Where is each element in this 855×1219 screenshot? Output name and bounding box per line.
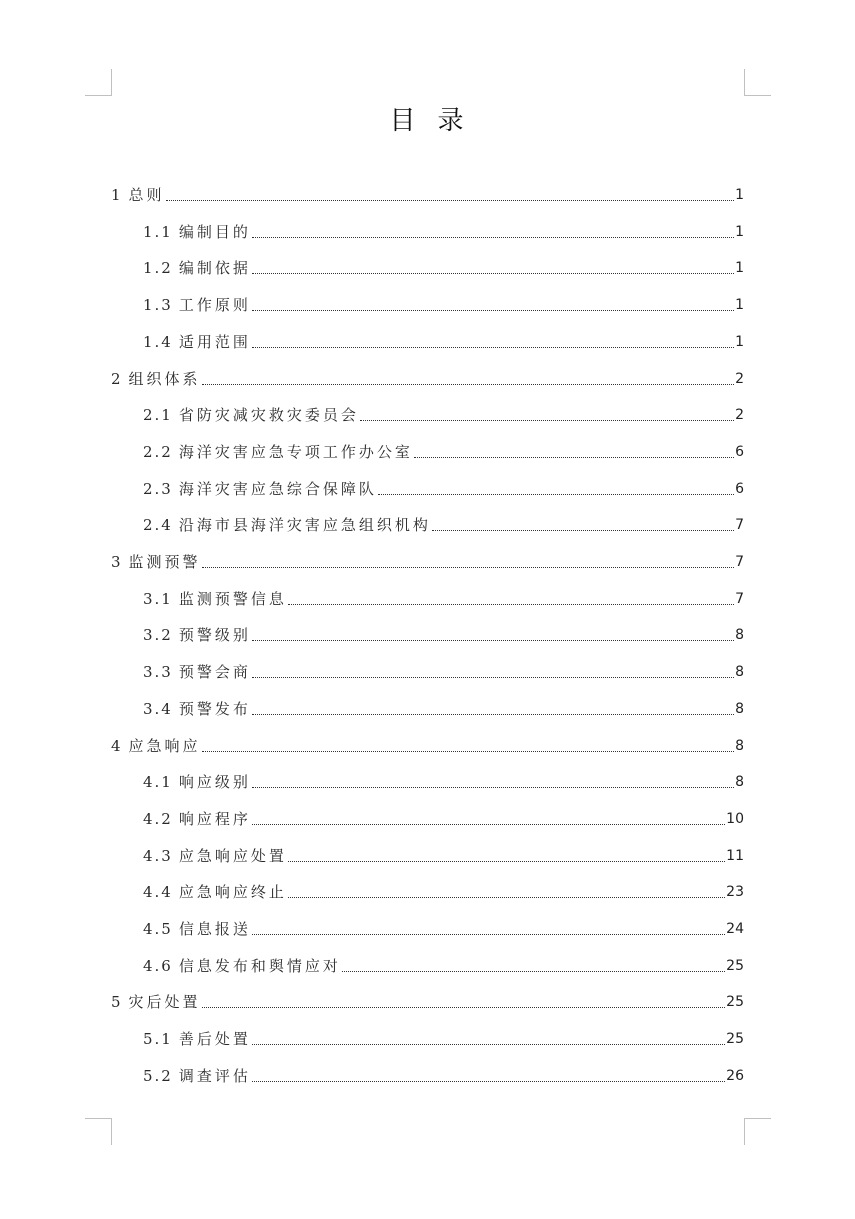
toc-page-number: 6 <box>735 444 744 460</box>
toc-entry-number: 2.2 <box>143 443 173 461</box>
toc-dot-leader <box>252 823 725 825</box>
toc-page-number: 8 <box>735 627 744 643</box>
toc-entry-label <box>143 698 251 720</box>
toc-page-number: 7 <box>735 517 744 533</box>
toc-page-number: 1 <box>735 260 744 276</box>
toc-entry-text: 监测预警信息 <box>178 590 287 608</box>
toc-entry-number: 4.3 <box>143 847 173 865</box>
toc-entry-label <box>143 624 251 646</box>
toc-entry-text: 省防灾减灾救灾委员会 <box>178 406 359 424</box>
toc-entry[interactable] <box>143 696 744 720</box>
toc-dot-leader <box>378 493 734 495</box>
toc-entry-number: 4.1 <box>143 773 173 791</box>
toc-entry-text: 编制目的 <box>178 223 251 241</box>
toc-page-number: 1 <box>735 224 744 240</box>
toc-entry-text: 工作原则 <box>178 296 251 314</box>
toc-entry[interactable] <box>143 476 744 500</box>
toc-page-number: 8 <box>735 774 744 790</box>
toc-entry-label <box>143 881 287 903</box>
toc-page-number: 25 <box>726 994 744 1010</box>
toc-entry-number: 1.4 <box>143 333 173 351</box>
toc-dot-leader <box>252 933 725 935</box>
toc-dot-leader <box>202 383 735 385</box>
toc-entry-number: 3.3 <box>143 663 173 681</box>
toc-dot-leader <box>202 566 735 568</box>
toc-entry[interactable] <box>143 512 744 536</box>
toc-page-number: 24 <box>726 921 744 937</box>
toc-entry-label <box>143 1065 251 1087</box>
toc-entry-label <box>111 991 201 1013</box>
toc-entry-label <box>111 735 201 757</box>
toc-entry[interactable] <box>111 366 744 390</box>
crop-mark-top-left <box>85 69 112 96</box>
toc-entry-text: 预警会商 <box>178 663 251 681</box>
toc-dot-leader <box>360 419 734 421</box>
crop-mark-bottom-right <box>744 1118 771 1145</box>
toc-page-number: 6 <box>735 481 744 497</box>
toc-entry[interactable] <box>143 439 744 463</box>
toc-entry[interactable] <box>143 843 744 867</box>
toc-entry[interactable] <box>143 402 744 426</box>
toc-entry-number: 4 <box>111 737 123 755</box>
toc-page-number: 23 <box>726 884 744 900</box>
toc-entry-label <box>143 918 251 940</box>
toc-page-number: 11 <box>726 848 744 864</box>
toc-dot-leader <box>288 896 725 898</box>
toc-entry-label <box>143 588 287 610</box>
toc-entry-number: 1.3 <box>143 296 173 314</box>
toc-entry-label <box>143 1028 251 1050</box>
toc-entry[interactable] <box>111 989 744 1013</box>
toc-entry-label <box>143 771 251 793</box>
toc-entry-label <box>143 661 251 683</box>
toc-title-char: 目 <box>389 106 418 136</box>
toc-entry-label <box>143 478 377 500</box>
toc-dot-leader <box>166 199 735 201</box>
toc-entry-text: 灾后处置 <box>128 993 201 1011</box>
toc-entry-number: 4.6 <box>143 957 173 975</box>
toc-page-number: 1 <box>735 187 744 203</box>
toc-entry-number: 4.5 <box>143 920 173 938</box>
toc-entry-number: 1.2 <box>143 259 173 277</box>
toc-entry-text: 预警级别 <box>178 626 251 644</box>
toc-entry[interactable] <box>111 182 744 206</box>
toc-entry[interactable] <box>143 1063 744 1087</box>
toc-entry-label <box>143 845 287 867</box>
toc-entry[interactable] <box>143 255 744 279</box>
toc-page-number: 26 <box>726 1068 744 1084</box>
toc-entry-number: 3.2 <box>143 626 173 644</box>
toc-entry-text: 善后处置 <box>178 1030 251 1048</box>
toc-page-number: 2 <box>735 371 744 387</box>
toc-dot-leader <box>252 639 734 641</box>
toc-entry-text: 应急响应终止 <box>178 883 287 901</box>
toc-entry-number: 2.1 <box>143 406 173 424</box>
toc-entry-label <box>111 368 201 390</box>
toc-dot-leader <box>202 1006 726 1008</box>
toc-page-number: 7 <box>735 554 744 570</box>
toc-entry-label <box>143 955 341 977</box>
toc-title-char: 录 <box>437 106 466 136</box>
toc-entry[interactable] <box>143 622 744 646</box>
toc-entry[interactable] <box>143 219 744 243</box>
toc-entry-text: 预警发布 <box>178 700 251 718</box>
toc-page-number: 8 <box>735 738 744 754</box>
toc-page-number: 25 <box>726 958 744 974</box>
toc-dot-leader <box>252 713 734 715</box>
toc-entry-label <box>143 294 251 316</box>
toc-entry-text: 信息报送 <box>178 920 251 938</box>
toc-entry[interactable] <box>143 1026 744 1050</box>
toc-dot-leader <box>432 529 734 531</box>
toc-page-number: 8 <box>735 664 744 680</box>
toc-dot-leader <box>342 970 725 972</box>
toc-entry-text: 应急响应 <box>128 737 201 755</box>
toc-entry-label <box>143 808 251 830</box>
toc-entry[interactable] <box>111 733 744 757</box>
toc-page-number: 1 <box>735 334 744 350</box>
toc-entry-text: 海洋灾害应急综合保障队 <box>178 480 377 498</box>
toc-entry[interactable] <box>143 659 744 683</box>
toc-entry-text: 监测预警 <box>128 553 201 571</box>
toc-entry-text: 编制依据 <box>178 259 251 277</box>
toc-dot-leader <box>252 272 734 274</box>
toc-entry[interactable] <box>143 586 744 610</box>
toc-entry[interactable] <box>143 916 744 940</box>
toc-entry-label <box>143 441 413 463</box>
toc-page-number: 10 <box>726 811 744 827</box>
toc-entry-number: 1 <box>111 186 123 204</box>
toc-entry-number: 2.3 <box>143 480 173 498</box>
toc-entry[interactable] <box>143 769 744 793</box>
toc-dot-leader <box>252 236 734 238</box>
toc-page-number: 8 <box>735 701 744 717</box>
toc-dot-leader <box>288 603 734 605</box>
toc-entry-label <box>111 551 201 573</box>
toc-entry-label <box>111 184 165 206</box>
toc-dot-leader <box>252 309 734 311</box>
toc-entry-label <box>143 331 251 353</box>
toc-dot-leader <box>414 456 734 458</box>
crop-mark-bottom-left <box>85 1118 112 1145</box>
toc-entry-number: 4.4 <box>143 883 173 901</box>
crop-mark-top-right <box>744 69 771 96</box>
toc-entry-text: 沿海市县海洋灾害应急组织机构 <box>178 516 431 534</box>
toc-dot-leader <box>202 750 735 752</box>
toc-entry[interactable] <box>111 549 744 573</box>
toc-entry-label <box>143 221 251 243</box>
toc-dot-leader <box>252 1043 725 1045</box>
toc-entry-text: 海洋灾害应急专项工作办公室 <box>178 443 413 461</box>
toc-entry-number: 1.1 <box>143 223 173 241</box>
toc-entry-number: 2 <box>111 370 123 388</box>
toc-page-number: 25 <box>726 1031 744 1047</box>
toc-entry-number: 5 <box>111 993 123 1011</box>
toc-entry-label <box>143 404 359 426</box>
toc-entry-label <box>143 514 431 536</box>
toc-dot-leader <box>288 860 725 862</box>
toc-entry-number: 5.2 <box>143 1067 173 1085</box>
toc-dot-leader <box>252 1080 725 1082</box>
toc-dot-leader <box>252 346 734 348</box>
toc-entry-number: 3.1 <box>143 590 173 608</box>
toc-entry-text: 应急响应处置 <box>178 847 287 865</box>
toc-entry-text: 组织体系 <box>128 370 201 388</box>
toc-entry-text: 调查评估 <box>178 1067 251 1085</box>
toc-entry[interactable] <box>143 953 744 977</box>
toc-entry-text: 适用范围 <box>178 333 251 351</box>
toc-entry[interactable] <box>143 292 744 316</box>
toc-page-number: 1 <box>735 297 744 313</box>
toc-entry-text: 响应程序 <box>178 810 251 828</box>
toc-page-number: 7 <box>735 591 744 607</box>
toc-entry-number: 4.2 <box>143 810 173 828</box>
toc-dot-leader <box>252 676 734 678</box>
toc-title <box>0 100 855 137</box>
toc-entry[interactable] <box>143 806 744 830</box>
toc-page-number: 2 <box>735 407 744 423</box>
toc-entry-text: 总则 <box>128 186 165 204</box>
toc-entry-number: 5.1 <box>143 1030 173 1048</box>
toc-entry-number: 2.4 <box>143 516 173 534</box>
toc-entry-number: 3.4 <box>143 700 173 718</box>
toc-entry-text: 信息发布和舆情应对 <box>178 957 341 975</box>
toc-dot-leader <box>252 786 734 788</box>
toc-entry-number: 3 <box>111 553 123 571</box>
toc-entry[interactable] <box>143 329 744 353</box>
toc-entry[interactable] <box>143 879 744 903</box>
toc-entry-label <box>143 257 251 279</box>
toc-entry-text: 响应级别 <box>178 773 251 791</box>
